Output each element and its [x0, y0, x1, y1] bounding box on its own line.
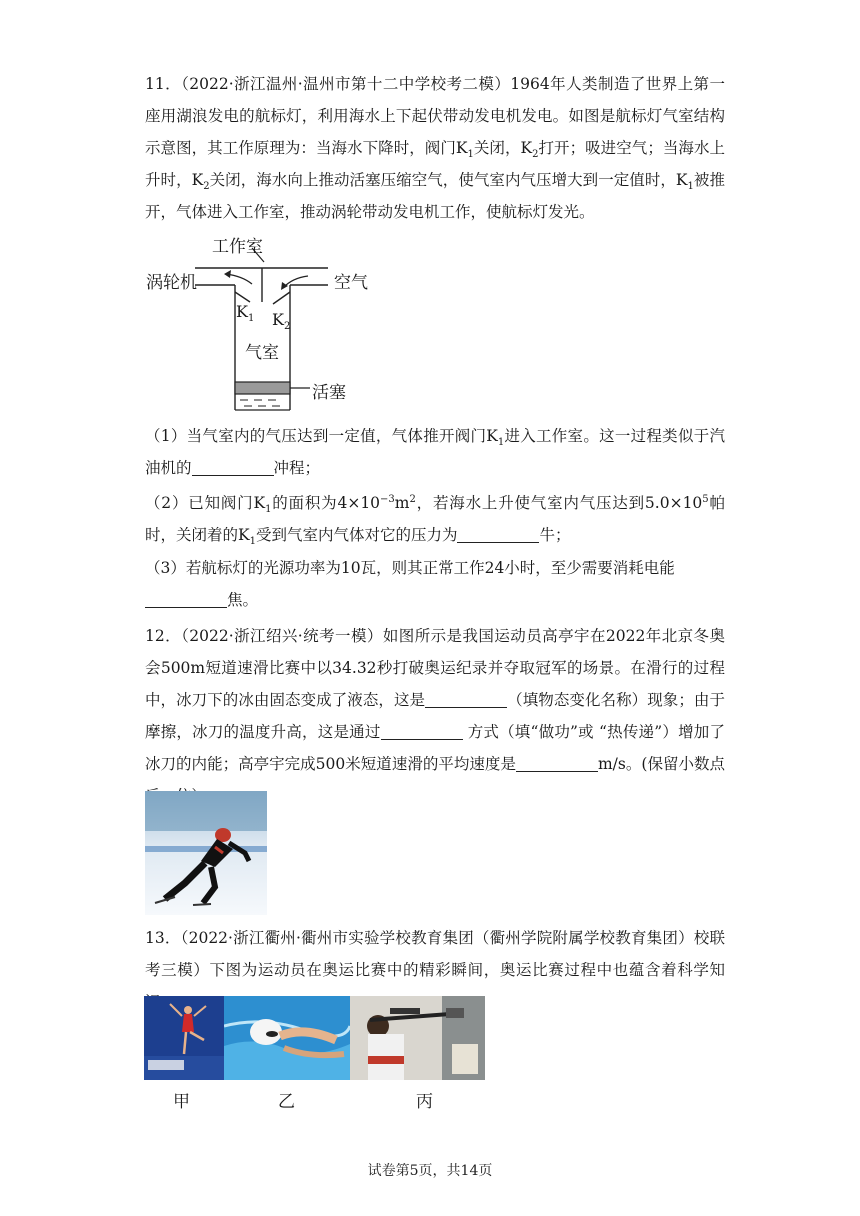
buoy-air-chamber-diagram — [140, 232, 380, 417]
label-valve-k2: $K_2$ — [272, 310, 291, 333]
gymnast-photo — [144, 996, 224, 1080]
label-air: 空气 — [334, 273, 368, 293]
speed-skater-photo — [145, 791, 267, 915]
answer-blank[interactable] — [425, 689, 507, 708]
answer-blank[interactable] — [192, 457, 274, 476]
answer-blank[interactable] — [381, 721, 463, 740]
q11-part1: （1）当气室内的气压达到一定值，气体推开阀门$K_1$进入工作室。这一过程类似于汽油机的 冲程； — [145, 427, 725, 477]
q11-part2: （2）已知阀门$K_1$的面积为$4\times 10^{-3}m^2$，若海水上升使气室内气压达到$5.0\times 10^5$帕时，关闭着的$K_1$受到气室内气体对它的压力为 牛； — [145, 493, 725, 548]
answer-blank[interactable] — [516, 753, 598, 772]
answer-blank[interactable] — [457, 524, 539, 543]
photo-label-jia: 甲 — [173, 1092, 190, 1112]
page-footer: 试卷第5页，共14页 — [367, 1163, 493, 1179]
photo-label-bing: 丙 — [416, 1092, 433, 1112]
q11-part3: （3）若航标灯的光源功率为10瓦，则其正常工作24小时，至少需要消耗电能 焦。 — [145, 559, 675, 609]
swimmer-photo — [224, 996, 350, 1080]
q12-text: 12．（2022·浙江绍兴·统考一模）如图所示是我国运动员高亭宇在2022年北京冬奥会500m短道速滑比赛中以34.32秒打破奥运纪录并夺取冠军的场景。在滑行的过程中，冰刀下的冰由固态变成了液态，这是 （填物态变化名称）现象；由于摩擦，冰刀的温度升高，这是通过 方式（填“做功”或 “热传递”）增加了冰刀的内能；高亭宇完成500米短道速滑的平均速度是 m/s。(保留小数点 — [145, 627, 726, 773]
q13-text: 13．（2022·浙江衢州·衢州市实验学校教育集团（衢州学院附属学校教育集团）校联考三模）下图为运动员在奥运比赛中的精彩瞬间，奥运比赛过程中也蕴含着科学知 — [145, 929, 725, 979]
shooter-photo — [350, 996, 485, 1080]
label-turbine: 涡轮机 — [146, 273, 197, 293]
photo-label-yi: 乙 — [278, 1092, 295, 1112]
q11-intro: 11．（2022·浙江温州·温州市第十二中学校考二模）1964年人类制造了世界上第一座用湖浪发电的航标灯，利用海水上下起伏带动发电机发电。如图是航标灯气室结构示意图，其工作原理为：当海水下降时，阀门$K_1$关闭，$K_2$打开；吸进空气；当海水上升时，$K_2$关闭，海水向上推动活塞压缩空气，使气室内气压增大到一定值时，$K_1$被推开，气体进入工作室，推动涡轮带动发电机工作，使航标灯发光。 — [145, 75, 725, 221]
label-valve-k1: $K_1$ — [236, 302, 255, 325]
answer-blank[interactable] — [145, 589, 227, 608]
label-piston: 活塞 — [312, 383, 346, 403]
label-air-chamber: 气室 — [245, 343, 279, 363]
label-work-chamber: 工作室 — [212, 237, 263, 257]
